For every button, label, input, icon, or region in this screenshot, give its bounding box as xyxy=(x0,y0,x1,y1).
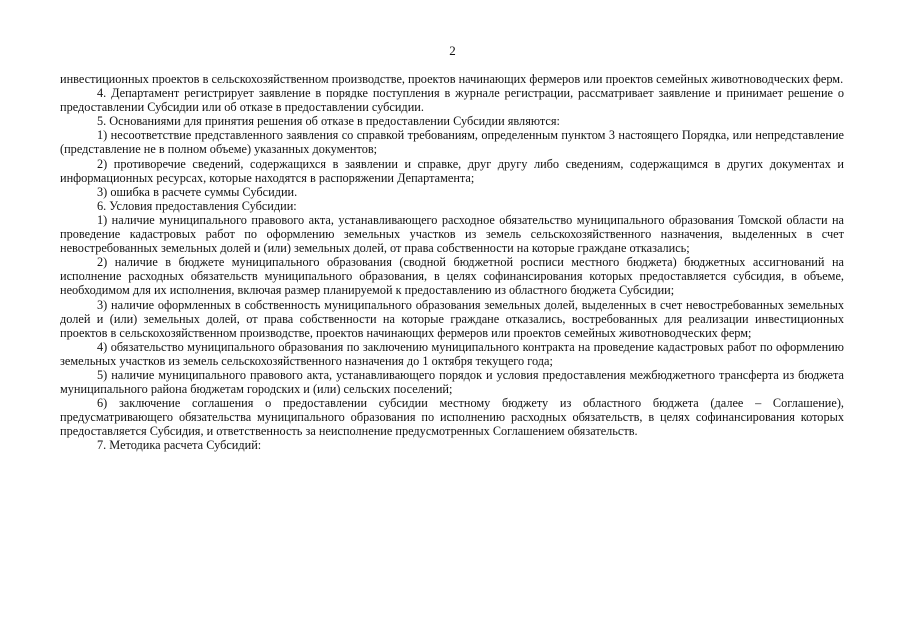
paragraph-item-4: 4. Департамент регистрирует заявление в порядке поступления в журнале регистрации, рассматривает заявление и принимает решение о предоставлении Субсидии или об отказе в предоставлении субсидии. xyxy=(60,86,844,115)
paragraph-subitem-6-4: 4) обязательство муниципального образования по заключению муниципального контракта на проведение кадастровых работ по оформлению земельных участков из земель сельскохозяйственного назначения до 1 октября текущего года; xyxy=(60,339,844,368)
paragraph-subitem-5-2: 2) противоречие сведений, содержащихся в заявлении и справке, друг другу либо сведениям, содержащимся в других документах и информационных ресурсах, которые находятся в распоряжении Департамента; xyxy=(60,156,844,185)
paragraph-subitem-5-3: 3) ошибка в расчете суммы Субсидии. xyxy=(97,184,298,199)
paragraph-item-6: 6. Условия предоставления Субсидии: xyxy=(97,198,297,213)
paragraph-item-7: 7. Методика расчета Субсидий: xyxy=(97,438,262,453)
page-number: 2 xyxy=(449,43,456,58)
document-text xyxy=(60,72,844,453)
paragraph-subitem-6-2: 2) наличие в бюджете муниципального образования (сводной бюджетной росписи местного бюджета) бюджетных ассигнований на исполнение расходных обязательств муниципального образования, в целях софинансирования которых предоставляется субсидия, в объеме, необходимом для их исполнения, включая размер планируемой к предоставлению из областного бюджета Субсидии; xyxy=(60,255,844,298)
paragraph-subitem-6-6: 6) заключение соглашения о предоставлении субсидии местному бюджету из областного бюджета (далее – Соглашение), предусматривающего обязательства муниципального образования по исполнению расходных обязательств, в целях софинансирования которых предоставляется Субсидия, и ответственность за неисполнение предусмотренных Соглашением обязательств. xyxy=(60,396,844,439)
paragraph-subitem-5-1: 1) несоответствие представленного заявления со справкой требованиям, определенным пунктом 3 настоящего Порядка, или непредставление (представление не в полном объеме) указанных документов; xyxy=(60,128,844,157)
paragraph-subitem-6-5: 5) наличие муниципального правового акта, устанавливающего порядок и условия предоставления межбюджетного трансферта из бюджета муниципального района бюджетам городских и (или) сельских поселений; xyxy=(60,367,844,397)
paragraph-item-5: 5. Основаниями для принятия решения об отказе в предоставлении Субсидии являются: xyxy=(97,114,560,129)
paragraph-subitem-6-3: 3) наличие оформленных в собственность муниципального образования земельных долей, выделенных в счет невостребованных земельных долей и (или) земельных долей, от права собственности на которые граждане отказались, востребованных для реализации инвестиционных проектов в сельскохозяйственном производстве, проектов начинающих фермеров или проектов семейных животноводческих ферм; xyxy=(60,297,844,340)
paragraph-subitem-6-1: 1) наличие муниципального правового акта, устанавливающего расходное обязательство муниципального образования Томской области на проведение кадастровых работ по оформлению земельных участков из земель сельскохозяйственного назначения, выделенных в счет невостребованных земельных долей и (или) земельных долей, от права собственности на которые граждане отказались; xyxy=(60,212,844,256)
paragraph-continuation: инвестиционных проектов в сельскохозяйственном производстве, проектов начинающих фермеров или проектов семейных животноводческих ферм. xyxy=(60,72,844,86)
